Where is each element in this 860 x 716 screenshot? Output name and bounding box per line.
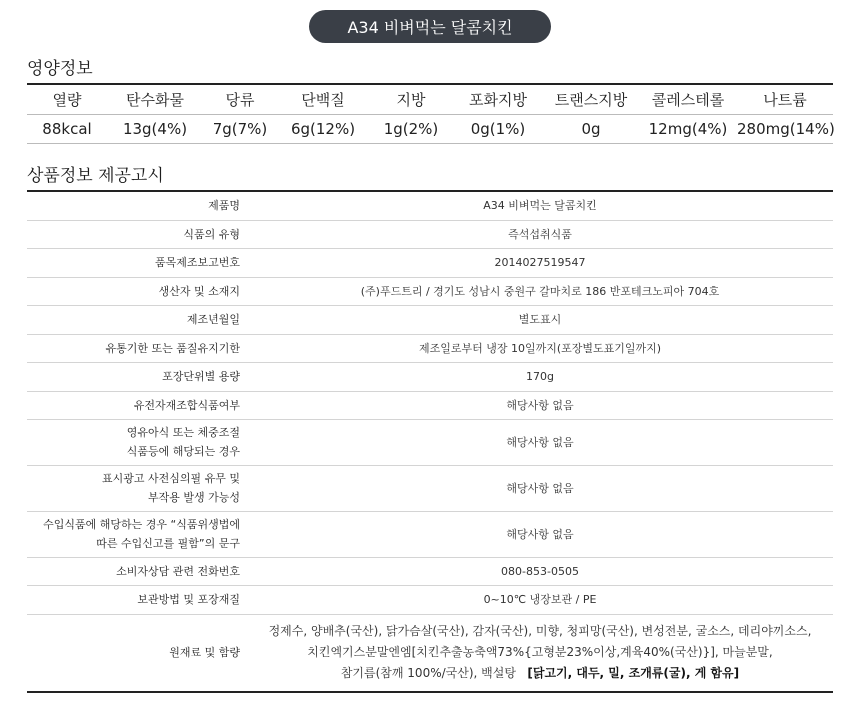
info-value: 별도표시 (518, 313, 562, 326)
nutrition-header: 당류 (225, 90, 255, 109)
info-row (27, 305, 833, 334)
info-value: 즉석섭취식품 (508, 227, 572, 241)
info-label: 유통기한 또는 품질유지기한 (105, 341, 240, 355)
info-label: 원재료 및 함량 (169, 646, 240, 660)
info-value: (주)푸드트리 / 경기도 성남시 중원구 갈마치로 186 반포테크노피아 704호 (360, 284, 720, 298)
info-row (27, 511, 833, 557)
info-row (27, 465, 833, 511)
info-value: 해당사항 없음 (506, 527, 574, 541)
nutrition-value: 1g(2%) (383, 119, 439, 138)
info-value: 170g (526, 370, 554, 383)
info-label (27, 511, 247, 557)
ingredients-line: 치킨엑기스분말엔엠[치킨추출농축액73%{고형분23%이상,계육40%(국산)}], 마늘분말, (307, 645, 773, 660)
info-row (27, 220, 833, 248)
nutrition-value: 0g(1%) (470, 119, 526, 138)
nutrition-header: 열량 (52, 90, 82, 109)
info-row (27, 391, 833, 419)
info-label: 소비자상담 관련 전화번호 (116, 564, 240, 578)
ingredients-line: 정제수, 양배추(국산), 닭가슴살(국산), 감자(국산), 미향, 청피망(국산), 변성전분, 굴소스, 데리야끼소스, (268, 624, 812, 639)
info-label: 제품명 (208, 199, 240, 213)
nutrition-header: 단백질 (301, 90, 345, 109)
product-info-section-title: 상품정보 제공고시 (27, 166, 164, 186)
nutrition-table (27, 83, 833, 144)
nutrition-header: 탄수화물 (126, 90, 184, 109)
info-label-line: 식품등에 해당되는 경우 (126, 445, 240, 458)
info-label-line: 표시광고 사전심의필 유무 및 (101, 472, 240, 485)
nutrition-value: 6g(12%) (290, 119, 356, 138)
info-label: 유전자재조합식품여부 (133, 398, 240, 412)
info-value: 해당사항 없음 (506, 398, 574, 412)
nutrition-value: 0g (581, 119, 601, 138)
nutrition-header: 지방 (396, 90, 426, 109)
nutrition-value: 280mg(14%) (737, 119, 835, 138)
product-title: A34 비벼먹는 달콤치킨 (347, 18, 513, 37)
info-label-line: 부작용 발생 가능성 (147, 491, 240, 504)
info-label: 생산자 및 소재지 (158, 284, 240, 298)
nutrition-header-row (27, 84, 833, 114)
info-label-line: 영유아식 또는 체중조절 (126, 426, 240, 439)
info-label-line: 따른 수입신고를 필함”의 문구 (96, 537, 240, 550)
nutrition-value: 88kcal (42, 119, 92, 138)
info-label: 포장단위별 용량 (162, 370, 240, 383)
info-row (27, 362, 833, 391)
info-value: 2014027519547 (494, 256, 586, 269)
info-row (27, 557, 833, 585)
nutrition-value: 13g(4%) (122, 119, 188, 138)
info-row (27, 419, 833, 465)
nutrition-value: 7g(7%) (212, 119, 268, 138)
product-title-badge (309, 10, 551, 43)
info-value: 제조일로부터 냉장 10일까지(포장별도표기일까지) (418, 341, 662, 355)
info-row-ingredients (27, 614, 833, 692)
ingredients-value (247, 614, 833, 692)
info-value: 0~10℃ 냉장보관 / PE (483, 593, 597, 606)
info-label: 보관방법 및 포장재질 (137, 593, 240, 606)
info-label-line: 수입식품에 해당하는 경우 “식품위생법에 (43, 518, 240, 531)
info-row (27, 277, 833, 305)
info-value: A34 비벼먹는 달콤치킨 (483, 199, 597, 213)
info-value: 080-853-0505 (501, 564, 579, 578)
ingredients-line-last (251, 663, 829, 684)
nutrition-value: 12mg(4%) (648, 119, 728, 138)
allergen-notice: [닭고기, 대두, 밀, 조개류(굴), 게 함유] (527, 666, 740, 681)
nutrition-header: 포화지방 (469, 90, 527, 109)
info-row (27, 191, 833, 220)
info-row (27, 334, 833, 362)
info-value: 해당사항 없음 (506, 481, 574, 495)
info-row (27, 585, 833, 614)
nutrition-header: 트랜스지방 (554, 90, 628, 109)
nutrition-header: 콜레스테롤 (651, 90, 725, 109)
info-label (27, 419, 247, 465)
info-label: 제조년월일 (186, 313, 240, 326)
nutrition-value-row (27, 114, 833, 143)
ingredients-line: 참기름(참깨 100%/국산), 백설탕 (340, 666, 516, 681)
info-label: 품목제조보고번호 (154, 256, 240, 269)
info-label: 식품의 유형 (183, 227, 240, 241)
nutrition-section-title: 영양정보 (27, 59, 93, 79)
nutrition-header: 나트륨 (763, 90, 807, 109)
product-info-table (27, 190, 833, 693)
info-row (27, 248, 833, 277)
info-label (27, 465, 247, 511)
info-value: 해당사항 없음 (506, 435, 574, 449)
